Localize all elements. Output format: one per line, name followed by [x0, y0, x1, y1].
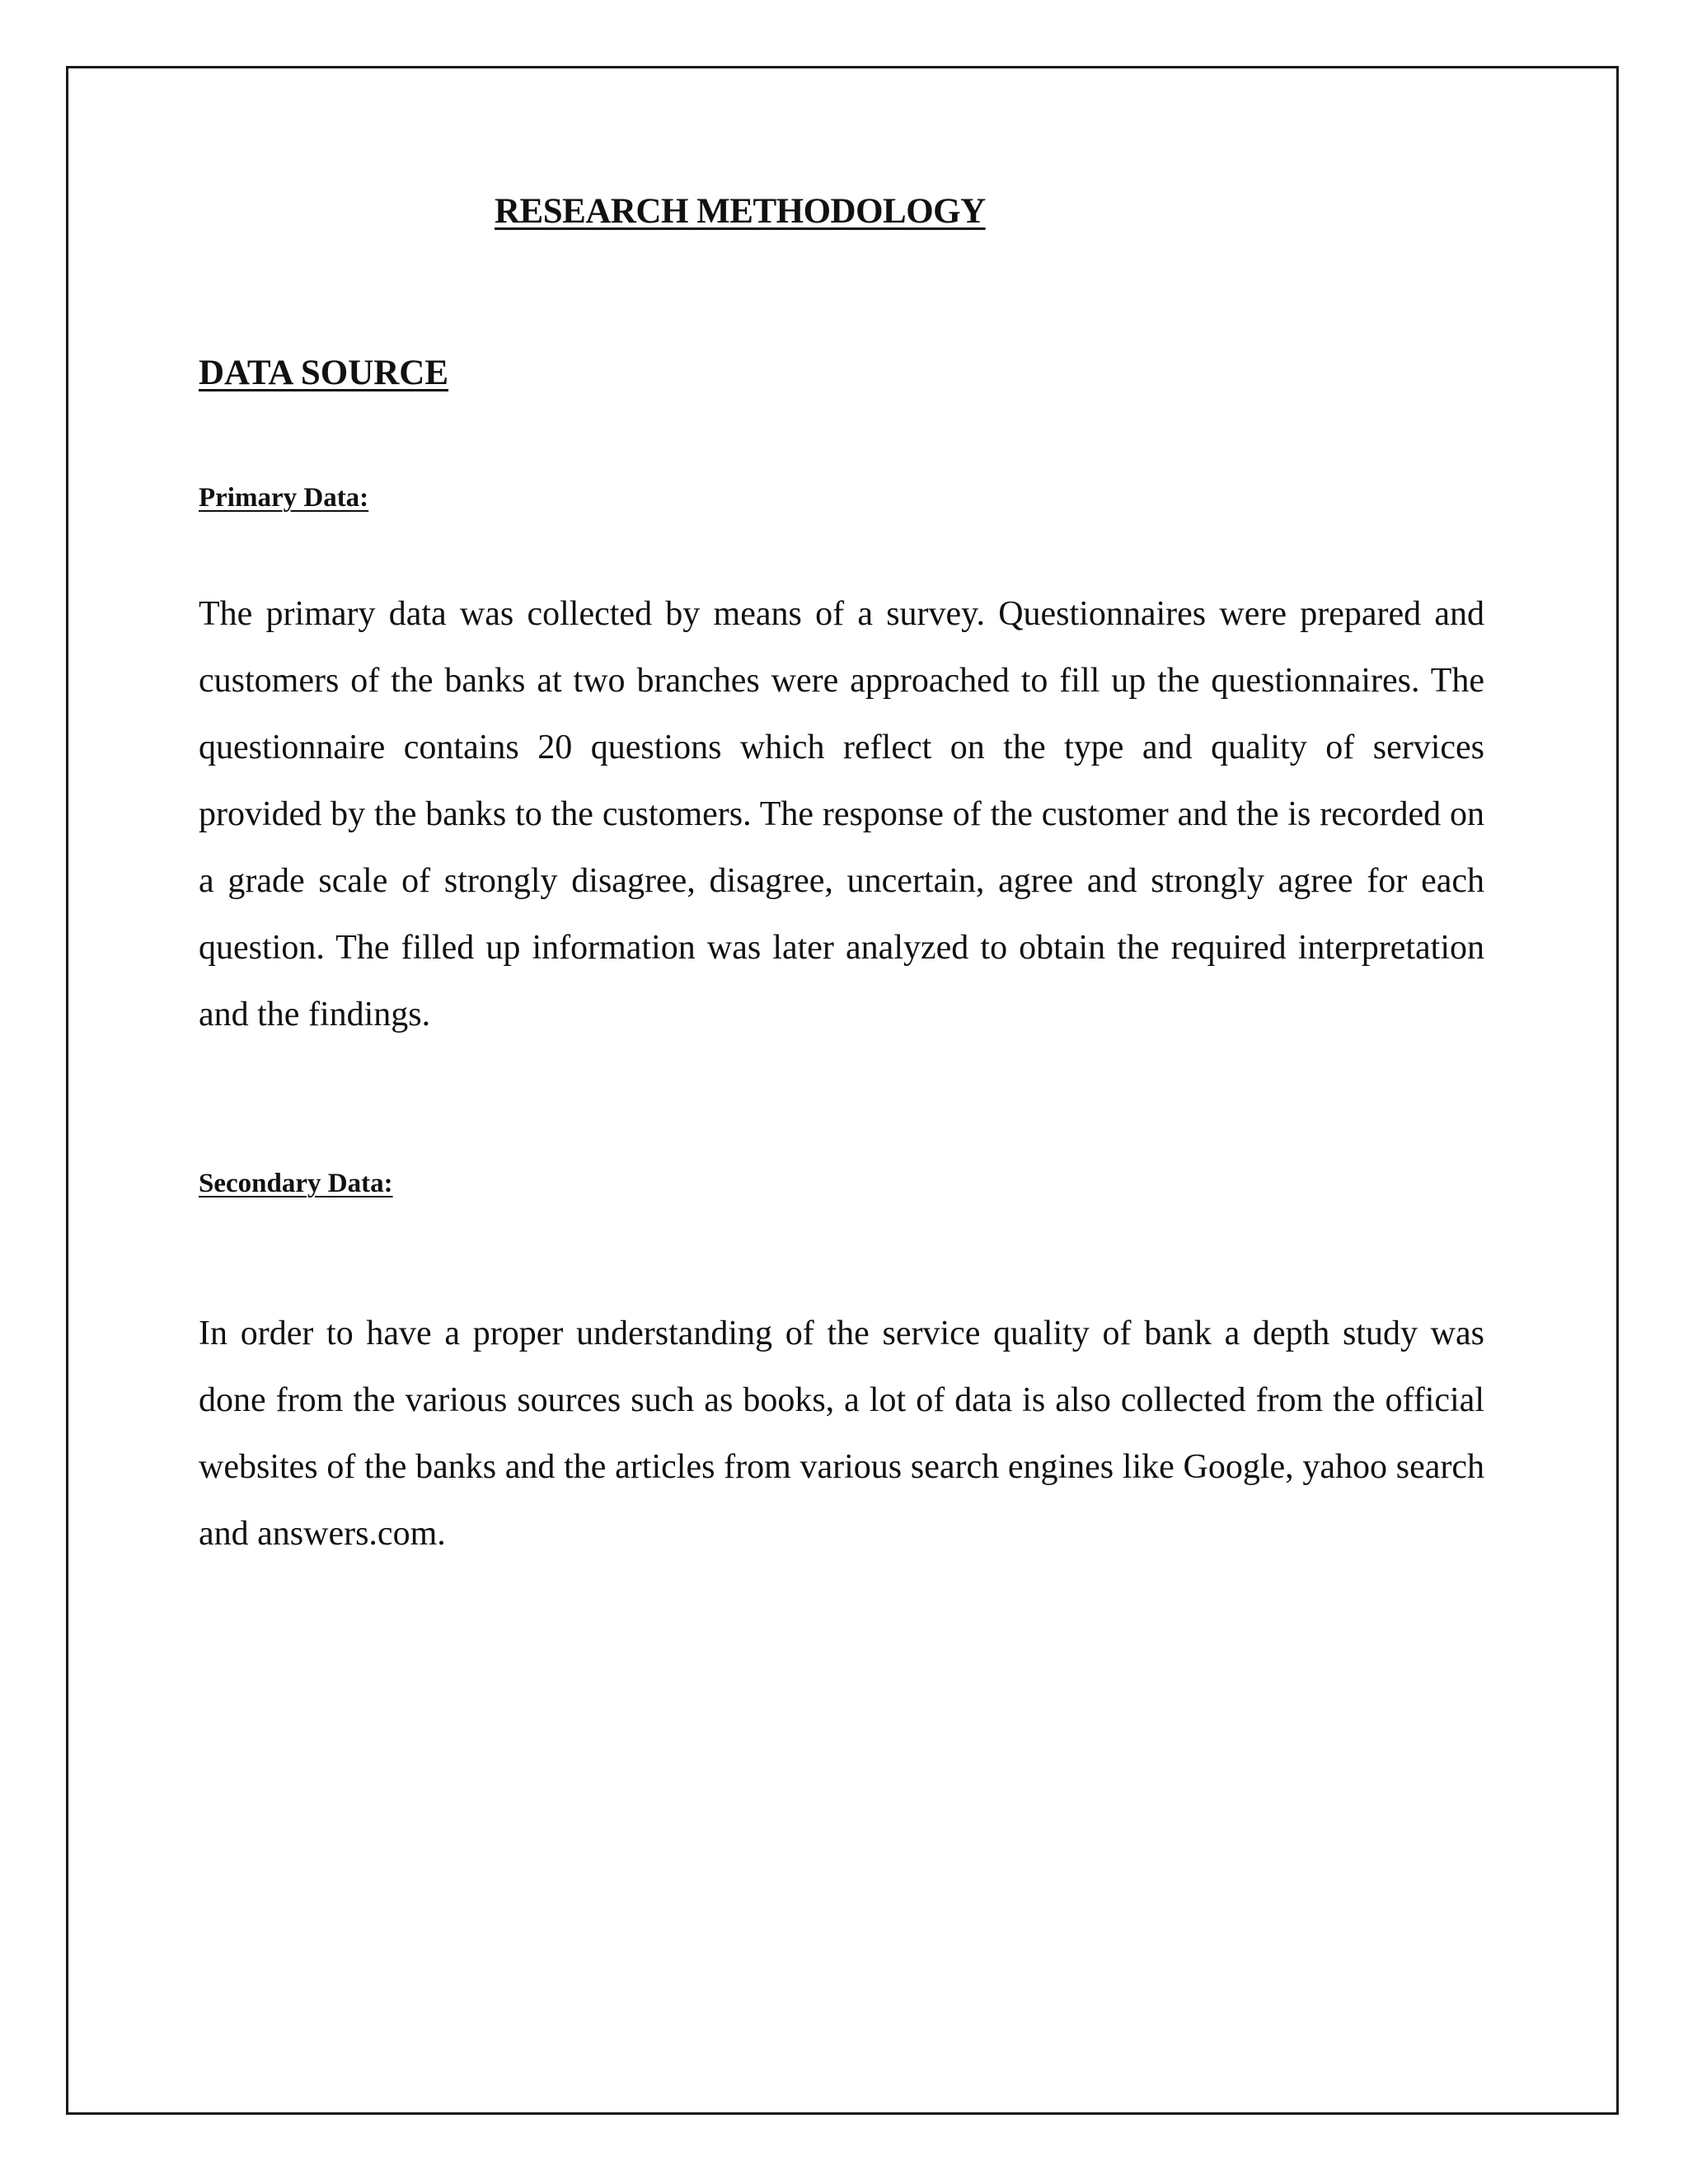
subheading-primary-data: Primary Data: — [199, 483, 369, 513]
subheading-secondary-data: Secondary Data: — [199, 1169, 393, 1198]
paragraph-primary-data: The primary data was collected by means of a survey. Questionnaires were prepared and customers of the banks at two branches were approached to fill up the questionnaires. The questionnaire contains 20 questions which reflect on the type and quality of services provided by the banks to the customers. The response of the customer and the is recorded on a grade scale of strongly disagree, disagree, uncertain, agree and strongly agree for each question. The filled up information was later analyzed to obtain the required interpretation and the findings. — [199, 595, 1484, 1033]
section-heading-data-source: DATA SOURCE — [199, 354, 449, 392]
paragraph-secondary-data: In order to have a proper understanding of the service quality of bank a depth study was done from the various sources such as books, a lot of data is also collected from the official websites of the banks and the articles from various search engines like Google, yahoo search and answers.com. — [199, 1315, 1484, 1553]
document-title: RESEARCH METHODOLOGY — [495, 192, 986, 231]
